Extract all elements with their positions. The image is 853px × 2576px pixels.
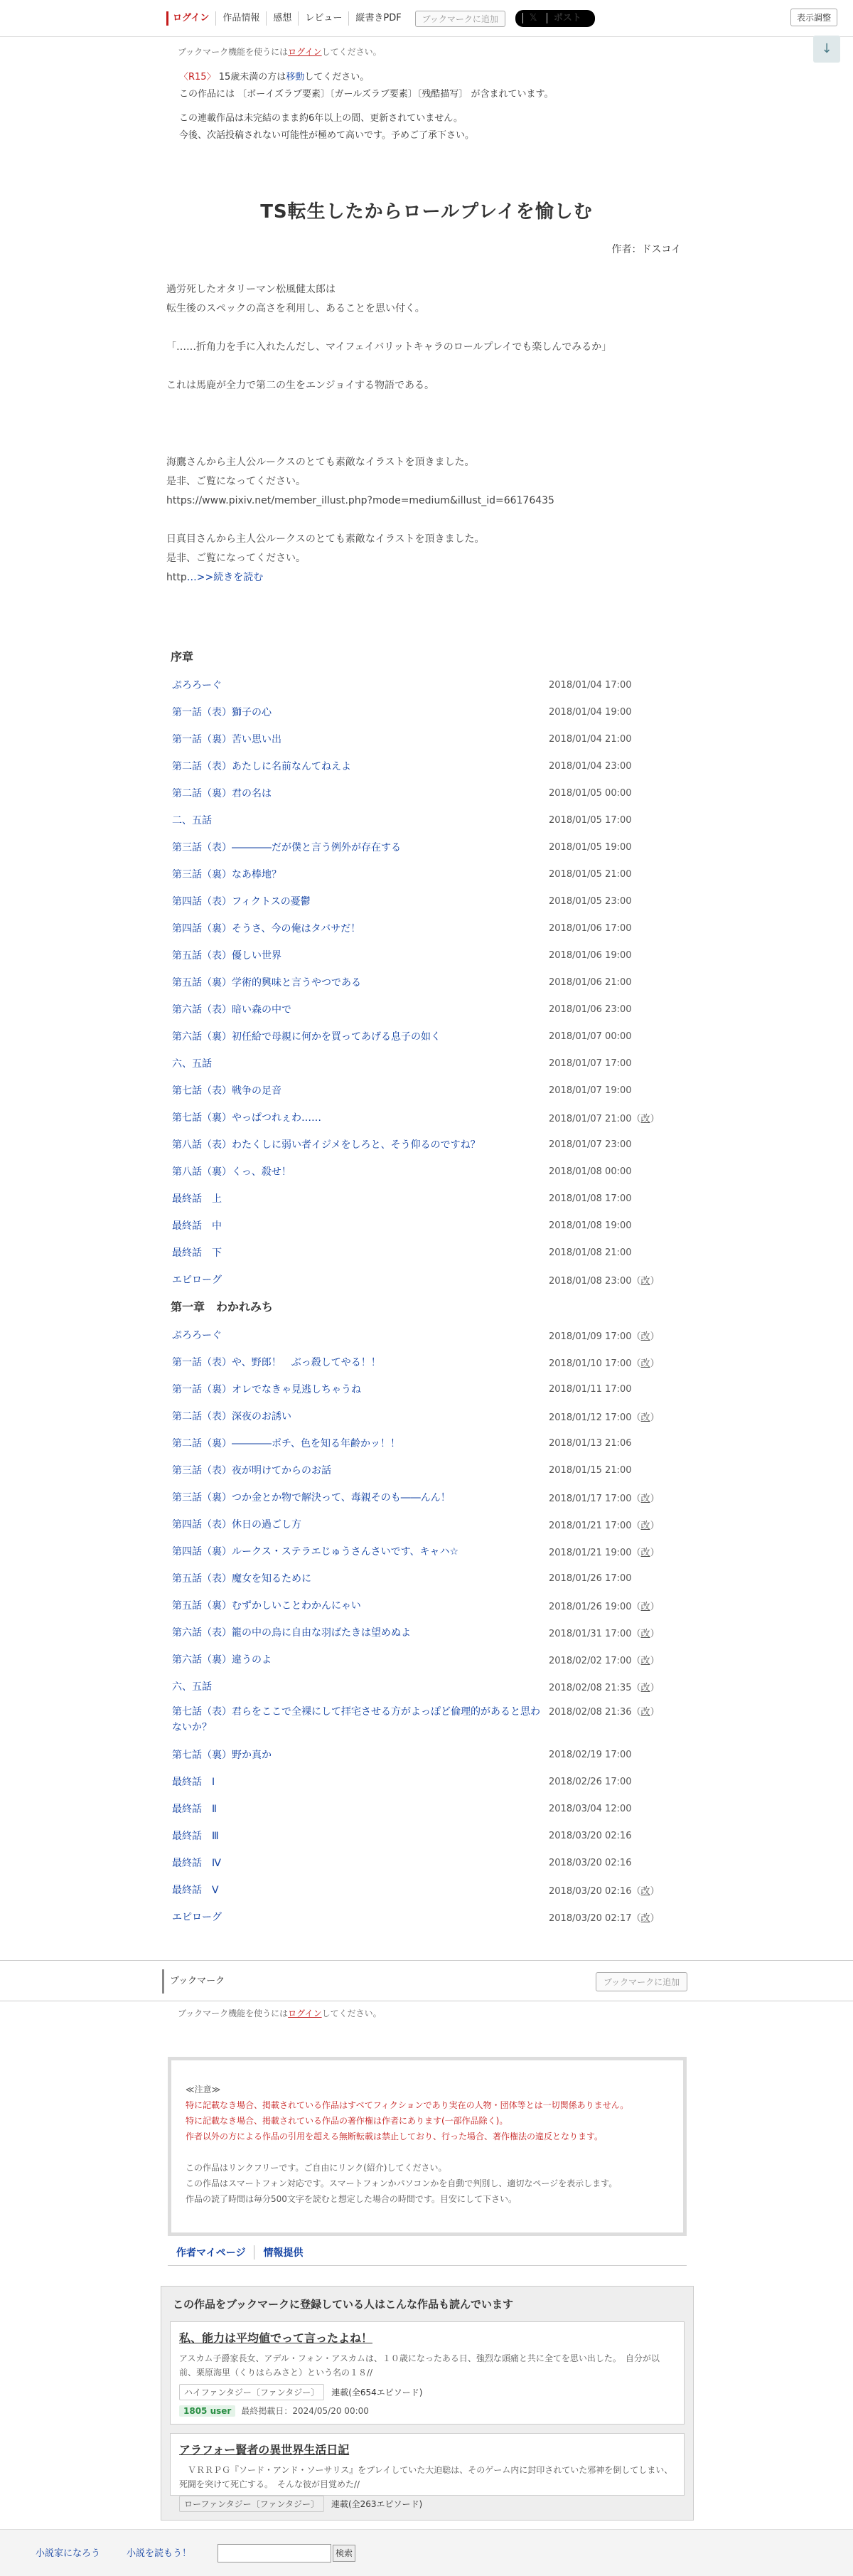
episode-row (166, 1185, 687, 1212)
episode-date-text: 2018/01/06 23:00 (549, 1004, 632, 1015)
episode-date-text: 2018/01/12 17:00 (549, 1412, 632, 1423)
episode-date (549, 1777, 632, 1787)
episode-date (549, 950, 632, 961)
episode-row (166, 1673, 687, 1700)
episode-date (549, 734, 632, 745)
episode-link[interactable]: 第二話（表）深夜のお誘い (172, 1411, 291, 1422)
episode-link[interactable]: 最終話 Ⅳ (172, 1858, 221, 1869)
revised-mark[interactable]: 改 (640, 1707, 650, 1718)
disclaimer-box (168, 2057, 687, 2236)
r15-move-link[interactable]: 移動 (286, 72, 305, 83)
summary-line: https://www.pixiv.net/member_illust.php?mode=medium&illust_id=66176435 (166, 495, 554, 506)
episode-row (166, 861, 687, 888)
episode-date-text: 2018/02/08 21:35 (549, 1682, 632, 1693)
summary-line (166, 434, 687, 453)
episode-date (549, 977, 632, 988)
episode-link[interactable]: 第六話（表）暗い森の中で (172, 1004, 291, 1016)
episode-date: 2018/01/26 19:00（改） (549, 1601, 660, 1612)
episode-date-text: 2018/01/10 17:00 (549, 1358, 632, 1369)
episode-date: 2018/01/08 23:00（改） (549, 1275, 660, 1287)
r15-line (179, 69, 687, 86)
header-nav (166, 10, 595, 27)
episode-row (166, 1321, 687, 1348)
episode-link[interactable]: 第四話（裏）ルークス・ステラエじゅうさんさいです、キャハ☆ (172, 1546, 459, 1558)
episode-date (549, 1573, 632, 1584)
episode-link[interactable]: 二、五話 (172, 815, 212, 826)
episode-date-text: 2018/01/08 21:00 (549, 1247, 632, 1258)
summary-line: 是非、ご覧になってください。 (166, 553, 306, 564)
episode-date: 2018/01/07 21:00（改） (549, 1113, 660, 1124)
episode-date: 2018/01/09 17:00（改） (549, 1331, 660, 1342)
episode-row (166, 1903, 687, 1930)
episode-link[interactable]: 第五話（表）魔女を知るために (172, 1573, 311, 1585)
episode-date (549, 1220, 632, 1231)
episode-link[interactable]: 最終話 上 (172, 1193, 222, 1205)
episode-link[interactable]: 六、五話 (172, 1058, 212, 1070)
revised-mark[interactable]: 改 (640, 1275, 650, 1287)
episode-row (166, 1403, 687, 1430)
revised-mark[interactable]: 改 (640, 1358, 650, 1369)
revised-mark[interactable]: 改 (640, 1113, 650, 1124)
episode-date-text: 2018/01/13 21:06 (549, 1437, 632, 1449)
episode-date-text: 2018/01/04 21:00 (549, 733, 632, 745)
episode-date (549, 815, 632, 826)
main-content (166, 37, 687, 1930)
episode-date: 2018/01/12 17:00（改） (549, 1412, 660, 1423)
episode-date-text: 2018/01/04 19:00 (549, 706, 632, 718)
recommend-card-title[interactable]: アラフォー賢者の異世界生活日記 (179, 2443, 350, 2457)
r15-text: 15歳未満の方は (218, 72, 286, 83)
x-post-label: ポスト (547, 13, 588, 23)
episode-link[interactable]: 最終話 Ⅴ (172, 1885, 219, 1896)
episode-date-text: 2018/02/26 17:00 (549, 1776, 632, 1787)
episode-link[interactable]: 第三話（裏）つか金とか物で解決って、毒親そのも――んん！ (172, 1492, 451, 1503)
episode-link[interactable]: 第四話（表）休日の過ごし方 (172, 1519, 301, 1531)
episode-link[interactable]: 最終話 Ⅲ (172, 1831, 219, 1842)
x-post-button[interactable] (515, 10, 595, 27)
episode-row (166, 725, 687, 752)
episode-date (549, 1465, 632, 1476)
attention-box (166, 69, 687, 144)
episode-date (549, 1858, 632, 1868)
episode-link[interactable]: 第五話（裏）学術的興味と言うやつである (172, 977, 361, 989)
episode-row (166, 1104, 687, 1131)
episode-date-text: 2018/01/11 17:00 (549, 1383, 632, 1395)
episode-date (549, 1166, 632, 1177)
episode-date: 2018/02/02 17:00（改） (549, 1655, 660, 1666)
episode-link[interactable]: 第三話（表）――――だが僕と言う例外が存在する (172, 842, 401, 853)
nav-reviews[interactable]: レビュー (298, 11, 348, 26)
recommendations (161, 2286, 694, 2521)
episode-row (166, 1538, 687, 1565)
episode-date (549, 1750, 632, 1760)
episode-row (166, 1077, 687, 1104)
episode-date-text: 2018/01/05 21:00 (549, 868, 632, 880)
episode-row (166, 1619, 687, 1646)
footer-link-yomou[interactable]: 小説を読もう！ (127, 2548, 192, 2559)
episode-row (166, 1239, 687, 1266)
episode-row (166, 1849, 687, 1876)
disclaimer-red-3: 作者以外の方による作品の引用を超える無断転載は禁止しており、行った場合、著作権法の違反となります。 (186, 2131, 603, 2141)
episode-date (549, 1004, 632, 1015)
content-elements: この作品には 〔ボーイズラブ要素〕〔ガールズラブ要素〕〔残酷描写〕 が含まれています。 (179, 89, 554, 100)
episode-row (166, 1700, 687, 1741)
episode-row (166, 1457, 687, 1484)
episode-row (166, 1876, 687, 1903)
revised-mark[interactable]: 改 (640, 1885, 650, 1897)
recommend-card-meta (179, 2405, 675, 2417)
chapter-title: 第一章 わかれみち (171, 1300, 274, 1314)
summary-line: 海鷹さんから主人公ルークスのとても素敵なイラストを頂きました。 (166, 457, 475, 468)
summary-line: 転生後のスペックの高さを利用し、あることを思い付く。 (166, 303, 425, 314)
episode-date-text: 2018/01/05 17:00 (549, 814, 632, 826)
episode-link[interactable]: 第五話（表）優しい世界 (172, 950, 281, 962)
disclaimer-red-1: 特に記載なき場合、掲載されている作品はすべてフィクションであり実在の人物・団体等とは一切関係ありません。 (186, 2100, 629, 2110)
disclaimer-plain-2: この作品はスマートフォン対応です。スマートフォンかパソコンかを自動で判別し、適切なページを表示します。 (186, 2178, 618, 2188)
episode-link[interactable]: 第五話（裏）むずかしいことわかんにゃい (172, 1600, 361, 1612)
summary-line: 過労死したオタリーマン松風健太郎は (166, 284, 336, 295)
summary-line (166, 415, 687, 434)
summary-line (166, 319, 687, 338)
episode-date-text: 2018/01/06 19:00 (549, 949, 632, 961)
episode-row (166, 1795, 687, 1822)
episode-row (166, 915, 687, 942)
revised-mark[interactable]: 改 (640, 1912, 650, 1924)
hiatus-line-1: この連載作品は未完結のまま約6年以上の間、更新されていません。 (179, 113, 463, 124)
episode-date: 2018/01/21 19:00（改） (549, 1547, 660, 1558)
episode-date (549, 869, 632, 880)
display-settings-button[interactable]: 表示調整 (790, 9, 837, 26)
episode-link[interactable]: 第七話（裏）やっぱつれぇわ…… (172, 1112, 321, 1124)
recommend-card-summary: アスカム子爵家長女、アデル・フォン・アスカムは、１０歳になったある日、強烈な頭痛と共に全てを思い出した。 自分が以前、栗原海里（くりはらみさと）という名の１８// (179, 2353, 660, 2378)
episode-link[interactable]: ぷろろーぐ (172, 1330, 222, 1341)
episode-date (549, 923, 632, 934)
episode-date-text: 2018/01/06 17:00 (549, 922, 632, 934)
episode-date: 2018/01/10 17:00（改） (549, 1358, 660, 1369)
episode-date-text: 2018/01/07 17:00 (549, 1058, 632, 1069)
scroll-down-icon[interactable]: ↓ (813, 36, 840, 63)
episode-row (166, 1212, 687, 1239)
revised-mark[interactable]: 改 (640, 1412, 650, 1423)
episode-row (166, 1822, 687, 1849)
read-more-pre: http (166, 572, 187, 583)
episode-date-text: 2018/01/08 00:00 (549, 1166, 632, 1177)
episode-link[interactable]: 第七話（表）戦争の足音 (172, 1085, 281, 1097)
episode-date (549, 707, 632, 718)
episode-date-text: 2018/01/05 19:00 (549, 841, 632, 853)
footer (0, 2529, 853, 2576)
novel-author: 作者：ドスコイ (611, 244, 681, 255)
episode-date-text: 2018/01/26 17:00 (549, 1572, 632, 1584)
episode-row (166, 1050, 687, 1077)
episode-link[interactable]: 第六話（裏）初任給で母親に何かを買ってあげる息子の如く (172, 1031, 441, 1043)
episode-link[interactable]: エピローグ (172, 1912, 222, 1923)
episode-row (166, 671, 687, 698)
genre-tag[interactable]: ハイファンタジー〔ファンタジー〕 (179, 2384, 324, 2400)
episode-date-text: 2018/01/04 23:00 (549, 760, 632, 772)
episode-row (166, 1430, 687, 1457)
episode-link[interactable]: 第三話（表）夜が明けてからのお話 (172, 1465, 331, 1476)
disclaimer-head: ≪注意≫ (186, 2085, 221, 2095)
episode-date-text: 2018/01/07 21:00 (549, 1113, 632, 1124)
nav-vertical-pdf[interactable]: 縦書きPDF (348, 11, 407, 26)
episode-date: 2018/01/17 17:00（改） (549, 1493, 660, 1504)
episode-date-text: 2018/02/19 17:00 (549, 1749, 632, 1760)
recommend-card (170, 2433, 685, 2509)
episode-date-text: 2018/02/02 17:00 (549, 1655, 632, 1666)
episode-date-text: 2018/01/07 23:00 (549, 1139, 632, 1150)
episode-date-text: 2018/02/08 21:36 (549, 1707, 632, 1718)
summary-line: これは馬鹿が全力で第二の生をエンジョイする物語である。 (166, 380, 434, 391)
episode-date (549, 896, 632, 907)
episode-row (166, 1023, 687, 1050)
episode-link[interactable]: 第八話（表）わたくしに弱い者イジメをしろと、そう仰るのですね？ (172, 1139, 481, 1151)
summary-line: 是非、ご覧になってください。 (166, 476, 306, 487)
episode-date (549, 1384, 632, 1395)
novel-title: TS転生したからロールプレイを愉しむ (260, 201, 593, 223)
episode-count: 連載(全263エピソード) (331, 2499, 423, 2509)
revised-mark[interactable]: 改 (640, 1601, 650, 1612)
episode-row (166, 1768, 687, 1795)
episode-row (166, 1646, 687, 1673)
revised-mark[interactable]: 改 (640, 1331, 650, 1342)
bookmark-label: ブックマーク (162, 1969, 225, 1994)
episode-date-text: 2018/03/04 12:00 (549, 1803, 632, 1814)
recommend-card (170, 2321, 685, 2425)
episode-date (549, 1831, 632, 1841)
episode-row (166, 1511, 687, 1538)
episode-date-text: 2018/01/08 23:00 (549, 1275, 632, 1287)
episode-date-text: 2018/01/08 17:00 (549, 1193, 632, 1204)
notice2-pre: ブックマーク機能を使うには (178, 2008, 289, 2018)
episode-date-text: 2018/01/17 17:00 (549, 1493, 632, 1504)
summary-line (166, 395, 687, 415)
episode-row (166, 698, 687, 725)
episode-row (166, 1592, 687, 1619)
episode-date (549, 788, 632, 799)
episode-link[interactable]: 最終話 Ⅱ (172, 1804, 217, 1815)
episode-link[interactable]: 第二話（裏）君の名は (172, 788, 272, 799)
episode-row (166, 1375, 687, 1403)
episode-date: 2018/02/08 21:35（改） (549, 1682, 660, 1693)
episode-row (166, 1741, 687, 1768)
episode-date (549, 1438, 632, 1449)
r15-post: してください。 (304, 72, 370, 83)
search-button[interactable]: 検索 (333, 2545, 355, 2562)
episode-row (166, 752, 687, 779)
episode-row (166, 1131, 687, 1158)
bookmark-bar (0, 1960, 853, 2001)
read-more (166, 568, 687, 587)
episode-date-text: 2018/01/05 23:00 (549, 895, 632, 907)
footer-link-narou[interactable]: 小説家になろう (36, 2548, 101, 2559)
bookmark-button[interactable]: ブックマークに追加 (415, 11, 505, 27)
episode-row (166, 1484, 687, 1511)
episode-date: 2018/01/21 17:00（改） (549, 1520, 660, 1531)
recommendations-title: この作品をブックマークに登録している人はこんな作品も読んでいます (173, 2298, 513, 2311)
last-updated: 最終掲載日：2024/05/20 00:00 (241, 2406, 369, 2416)
episode-date-text: 2018/03/20 02:17 (549, 1912, 632, 1924)
episode-date (549, 1193, 632, 1204)
author-mypage-link[interactable]: 作者マイページ (176, 2247, 246, 2259)
episode-row (166, 942, 687, 969)
author-links (168, 2237, 687, 2266)
episode-date-text: 2018/01/04 17:00 (549, 679, 632, 691)
episode-date (549, 1031, 632, 1042)
revised-mark[interactable]: 改 (640, 1628, 650, 1639)
episode-date-text: 2018/01/05 00:00 (549, 787, 632, 799)
episode-row (166, 834, 687, 861)
site-header (0, 0, 853, 37)
episode-date-text: 2018/01/31 17:00 (549, 1628, 632, 1639)
episode-date (549, 1058, 632, 1069)
episode-row (166, 807, 687, 834)
report-link[interactable]: 情報提供 (254, 2245, 311, 2260)
nav-novel-info[interactable]: 作品情報 (215, 11, 266, 26)
episode-row (166, 779, 687, 807)
episode-date-text: 2018/01/07 19:00 (549, 1085, 632, 1096)
episode-date: 2018/03/20 02:16（改） (549, 1885, 660, 1897)
episode-link[interactable]: 第六話（表）籠の中の鳥に自由な羽ばたきは望めぬよ (172, 1627, 411, 1639)
episode-date-text: 2018/01/15 21:00 (549, 1464, 632, 1476)
user-count-badge: 1805 user (179, 2405, 235, 2417)
episode-date (549, 1247, 632, 1258)
episode-link[interactable]: 第一話（表）獅子の心 (172, 707, 272, 718)
episode-link[interactable]: 第七話（裏）野か真か (172, 1750, 272, 1761)
episode-link[interactable]: 最終話 Ⅰ (172, 1777, 215, 1788)
genre-tag[interactable]: ローファンタジー〔ファンタジー〕 (179, 2496, 324, 2512)
episode-link[interactable]: 第六話（裏）違うのよ (172, 1654, 272, 1666)
episode-date-text: 2018/01/26 19:00 (549, 1601, 632, 1612)
read-more-link[interactable]: …>>続きを読む (186, 572, 264, 583)
episode-row (166, 1565, 687, 1592)
episode-link[interactable]: 最終話 下 (172, 1247, 222, 1259)
episode-date (549, 1085, 632, 1096)
hiatus-line-2: 今後、次話投稿されない可能性が極めて高いです。予めご了承下さい。 (179, 130, 474, 141)
episode-link[interactable]: 第四話（裏）そうさ、今の俺はタバサだ！ (172, 923, 361, 935)
episode-date: 2018/03/20 02:17（改） (549, 1912, 660, 1924)
episode-link[interactable]: 第一話（裏）苦い思い出 (172, 734, 281, 745)
episode-date-text: 2018/01/21 17:00 (549, 1520, 632, 1531)
revised-mark[interactable]: 改 (640, 1520, 650, 1531)
episode-row (166, 1266, 687, 1293)
episode-link[interactable]: 六、五話 (172, 1681, 212, 1693)
bookmark-login-notice (166, 46, 687, 58)
episode-date-text: 2018/01/06 21:00 (549, 976, 632, 988)
summary-line (166, 357, 687, 376)
episode-date-text: 2018/01/08 19:00 (549, 1220, 632, 1231)
episode-link[interactable]: 第一話（裏）オレでなきゃ見逃しちゃうね (172, 1384, 361, 1395)
chapter-title: 序章 (171, 650, 194, 664)
nav-impressions[interactable]: 感想 (266, 11, 298, 26)
recommend-card-title[interactable]: 私、能力は平均値でって言ったよね！ (179, 2331, 373, 2345)
episode-row (166, 969, 687, 996)
episode-date (549, 1139, 632, 1150)
episode-date-text: 2018/03/20 02:16 (549, 1885, 632, 1897)
episode-date (549, 761, 632, 772)
summary-line: 「……折角力を手に入れたんだし、マイフェイバリットキャラのロールプレイでも楽しんでみるか」 (166, 341, 612, 353)
episode-row (166, 1348, 687, 1375)
recommend-card-tags (179, 2496, 675, 2512)
revised-mark[interactable]: 改 (640, 1682, 650, 1693)
episode-link[interactable]: 第一話（表）や、野郎！ ぶっ殺してやる！！ (172, 1357, 381, 1368)
disclaimer-plain-1: この作品はリンクフリーです。ご自由にリンク(紹介)してください。 (186, 2163, 447, 2173)
revised-mark[interactable]: 改 (640, 1547, 650, 1558)
notice2-login-link[interactable]: ログイン (288, 2008, 322, 2018)
bookmark-login-notice-bottom (178, 2007, 382, 2019)
episode-count: 連載(全654エピソード) (331, 2388, 423, 2397)
episode-link[interactable]: エピローグ (172, 1274, 222, 1286)
episode-date: 2018/02/08 21:36（改） (549, 1707, 660, 1718)
episode-date-text: 2018/03/20 02:16 (549, 1857, 632, 1868)
disclaimer-plain-3: 作品の読了時間は毎分500文字を読むと想定した場合の時間です。目安にして下さい。 (186, 2194, 517, 2204)
table-of-contents (166, 643, 687, 1930)
notice2-post: してください。 (321, 2008, 382, 2018)
episode-link[interactable]: ぷろろーぐ (172, 680, 222, 691)
bookmark-add-button[interactable]: ブックマークに追加 (596, 1972, 687, 1991)
summary-line: 日真目さんから主人公ルークスのとても素敵なイラストを頂きました。 (166, 533, 485, 545)
revised-mark[interactable]: 改 (640, 1655, 650, 1666)
notice-login-link[interactable]: ログイン (288, 47, 322, 57)
summary-line (166, 511, 687, 530)
episode-date-text: 2018/03/20 02:16 (549, 1830, 632, 1841)
novel-summary (166, 280, 687, 587)
episode-date-text: 2018/01/09 17:00 (549, 1331, 632, 1342)
episode-row (166, 888, 687, 915)
login-link[interactable]: ログイン (166, 11, 215, 26)
episode-link[interactable]: 第四話（表）フィクトスの憂鬱 (172, 896, 311, 908)
notice-pre: ブックマーク機能を使うには (178, 47, 289, 57)
episode-link[interactable]: 第二話（表）あたしに名前なんてねえよ (172, 761, 351, 772)
notice-post: してください。 (321, 47, 382, 57)
episode-link[interactable]: 第二話（裏）――――ポチ、色を知る年齢かッ！！ (172, 1438, 401, 1449)
episode-link[interactable]: 第七話（表）君らをここで全裸にして拝宅させる方がよっぽど倫理的があると思わないか？ (172, 1706, 540, 1733)
revised-mark[interactable]: 改 (640, 1493, 650, 1504)
r15-badge: 〈R15〉 (179, 72, 216, 83)
episode-link[interactable]: 第八話（裏）くっ、殺せ！ (172, 1166, 291, 1178)
episode-row (166, 996, 687, 1023)
episode-date-text: 2018/01/07 00:00 (549, 1031, 632, 1042)
disclaimer-red-2: 特に記載なき場合、掲載されている作品の著作権は作者にあります(一部作品除く)。 (186, 2116, 508, 2126)
recommend-card-summary: ＶＲＲＰＧ『ソード・アンド・ソーサリス』をプレイしていた大迫聡は、そのゲーム内に封印されていた邪神を倒してしまい、死闘を突けて死亡する。 そんな彼が目覚めた// (179, 2465, 673, 2489)
episode-row (166, 1158, 687, 1185)
episode-date (549, 842, 632, 853)
episode-date: 2018/01/31 17:00（改） (549, 1628, 660, 1639)
episode-link[interactable]: 第三話（裏）なあ棒地？ (172, 869, 281, 880)
episode-link[interactable]: 最終話 中 (172, 1220, 222, 1232)
episode-date (549, 1804, 632, 1814)
episode-date (549, 680, 632, 691)
episode-date-text: 2018/01/21 19:00 (549, 1547, 632, 1558)
search-input[interactable] (218, 2544, 331, 2562)
recommend-card-tags (179, 2384, 675, 2400)
x-icon: 𝕏 (522, 13, 547, 23)
